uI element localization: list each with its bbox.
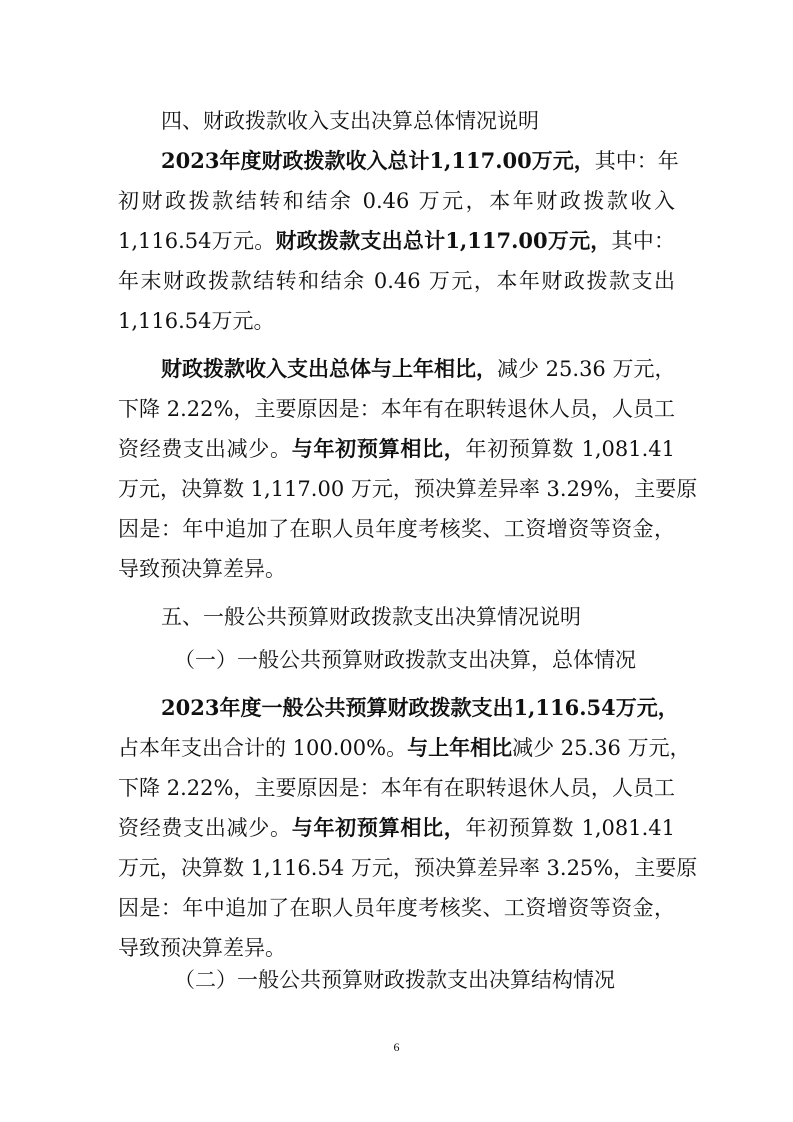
paragraph-line [118,728,691,768]
paragraph-line: 下降 2.22%，主要原因是：本年有在职转退休人员，人员工 [118,776,675,800]
bold-text: 财政拨款收入支出总体与上年相比， [161,356,497,381]
text: 年初预算数 1,081.41 [465,816,675,840]
paragraph-line: 因是：年中追加了在职人员年度考核奖、工资增资等资金， [118,896,675,920]
page-number: 6 [393,1040,400,1054]
subsection-1-heading: （一）一般公共预算财政拨款支出决算，总体情况 [174,648,636,672]
paragraph-line: 因是：年中追加了在职人员年度考核奖、工资增资等资金， [118,517,675,541]
paragraph-line: 年末财政拨款结转和结余 0.46 万元，本年财政拨款支出 [118,269,675,293]
paragraph-line: 导致预决算差异。 [118,557,286,581]
section-4-heading: 四、财政拨款收入支出决算总体情况说明 [161,109,539,133]
paragraph-line [118,808,675,848]
paragraph-line: 万元，决算数 1,117.00 万元，预决算差异率 3.29%，主要原 [118,477,698,501]
paragraph-line [161,349,675,389]
paragraph-line [161,141,679,181]
text: 其中： [611,229,676,253]
bold-text: 与年初预算相比， [291,815,466,840]
bold-text: 与上年相比 [407,735,513,760]
paragraph-line [118,429,675,469]
paragraph-line [161,688,679,728]
text: 资经费支出减少。 [118,816,292,840]
text: 占本年支出合计的 100.00%。 [118,736,408,760]
text: 减少 25.36 万元， [512,736,691,760]
subsection-2-heading: （二）一般公共预算财政拨款支出决算结构情况 [174,968,615,992]
bold-text: 2023年度财政拨款收入总计1,117.00万元， [161,148,595,173]
paragraph-line: 导致预决算差异。 [118,936,286,960]
paragraph-line [118,221,675,261]
text: 减少 25.36 万元， [497,357,676,381]
bold-text: 2023年度一般公共预算财政拨款支出1,116.54万元， [161,695,679,720]
text: 1,116.54万元。 [118,229,276,253]
text: 年初预算数 1,081.41 [465,437,675,461]
bold-text: 与年初预算相比， [291,436,466,461]
text: 资经费支出减少。 [118,437,292,461]
paragraph-line: 万元，决算数 1,116.54 万元，预决算差异率 3.25%，主要原 [118,856,698,880]
section-5-heading: 五、一般公共预算财政拨款支出决算情况说明 [161,605,581,629]
paragraph-line: 下降 2.22%，主要原因是：本年有在职转退休人员，人员工 [118,397,675,421]
bold-text: 财政拨款支出总计1,117.00万元， [275,228,612,253]
paragraph-line: 1,116.54万元。 [118,309,275,333]
text: 其中：年 [594,149,679,173]
paragraph-line: 初财政拨款结转和结余 0.46 万元，本年财政拨款收入 [118,189,675,213]
